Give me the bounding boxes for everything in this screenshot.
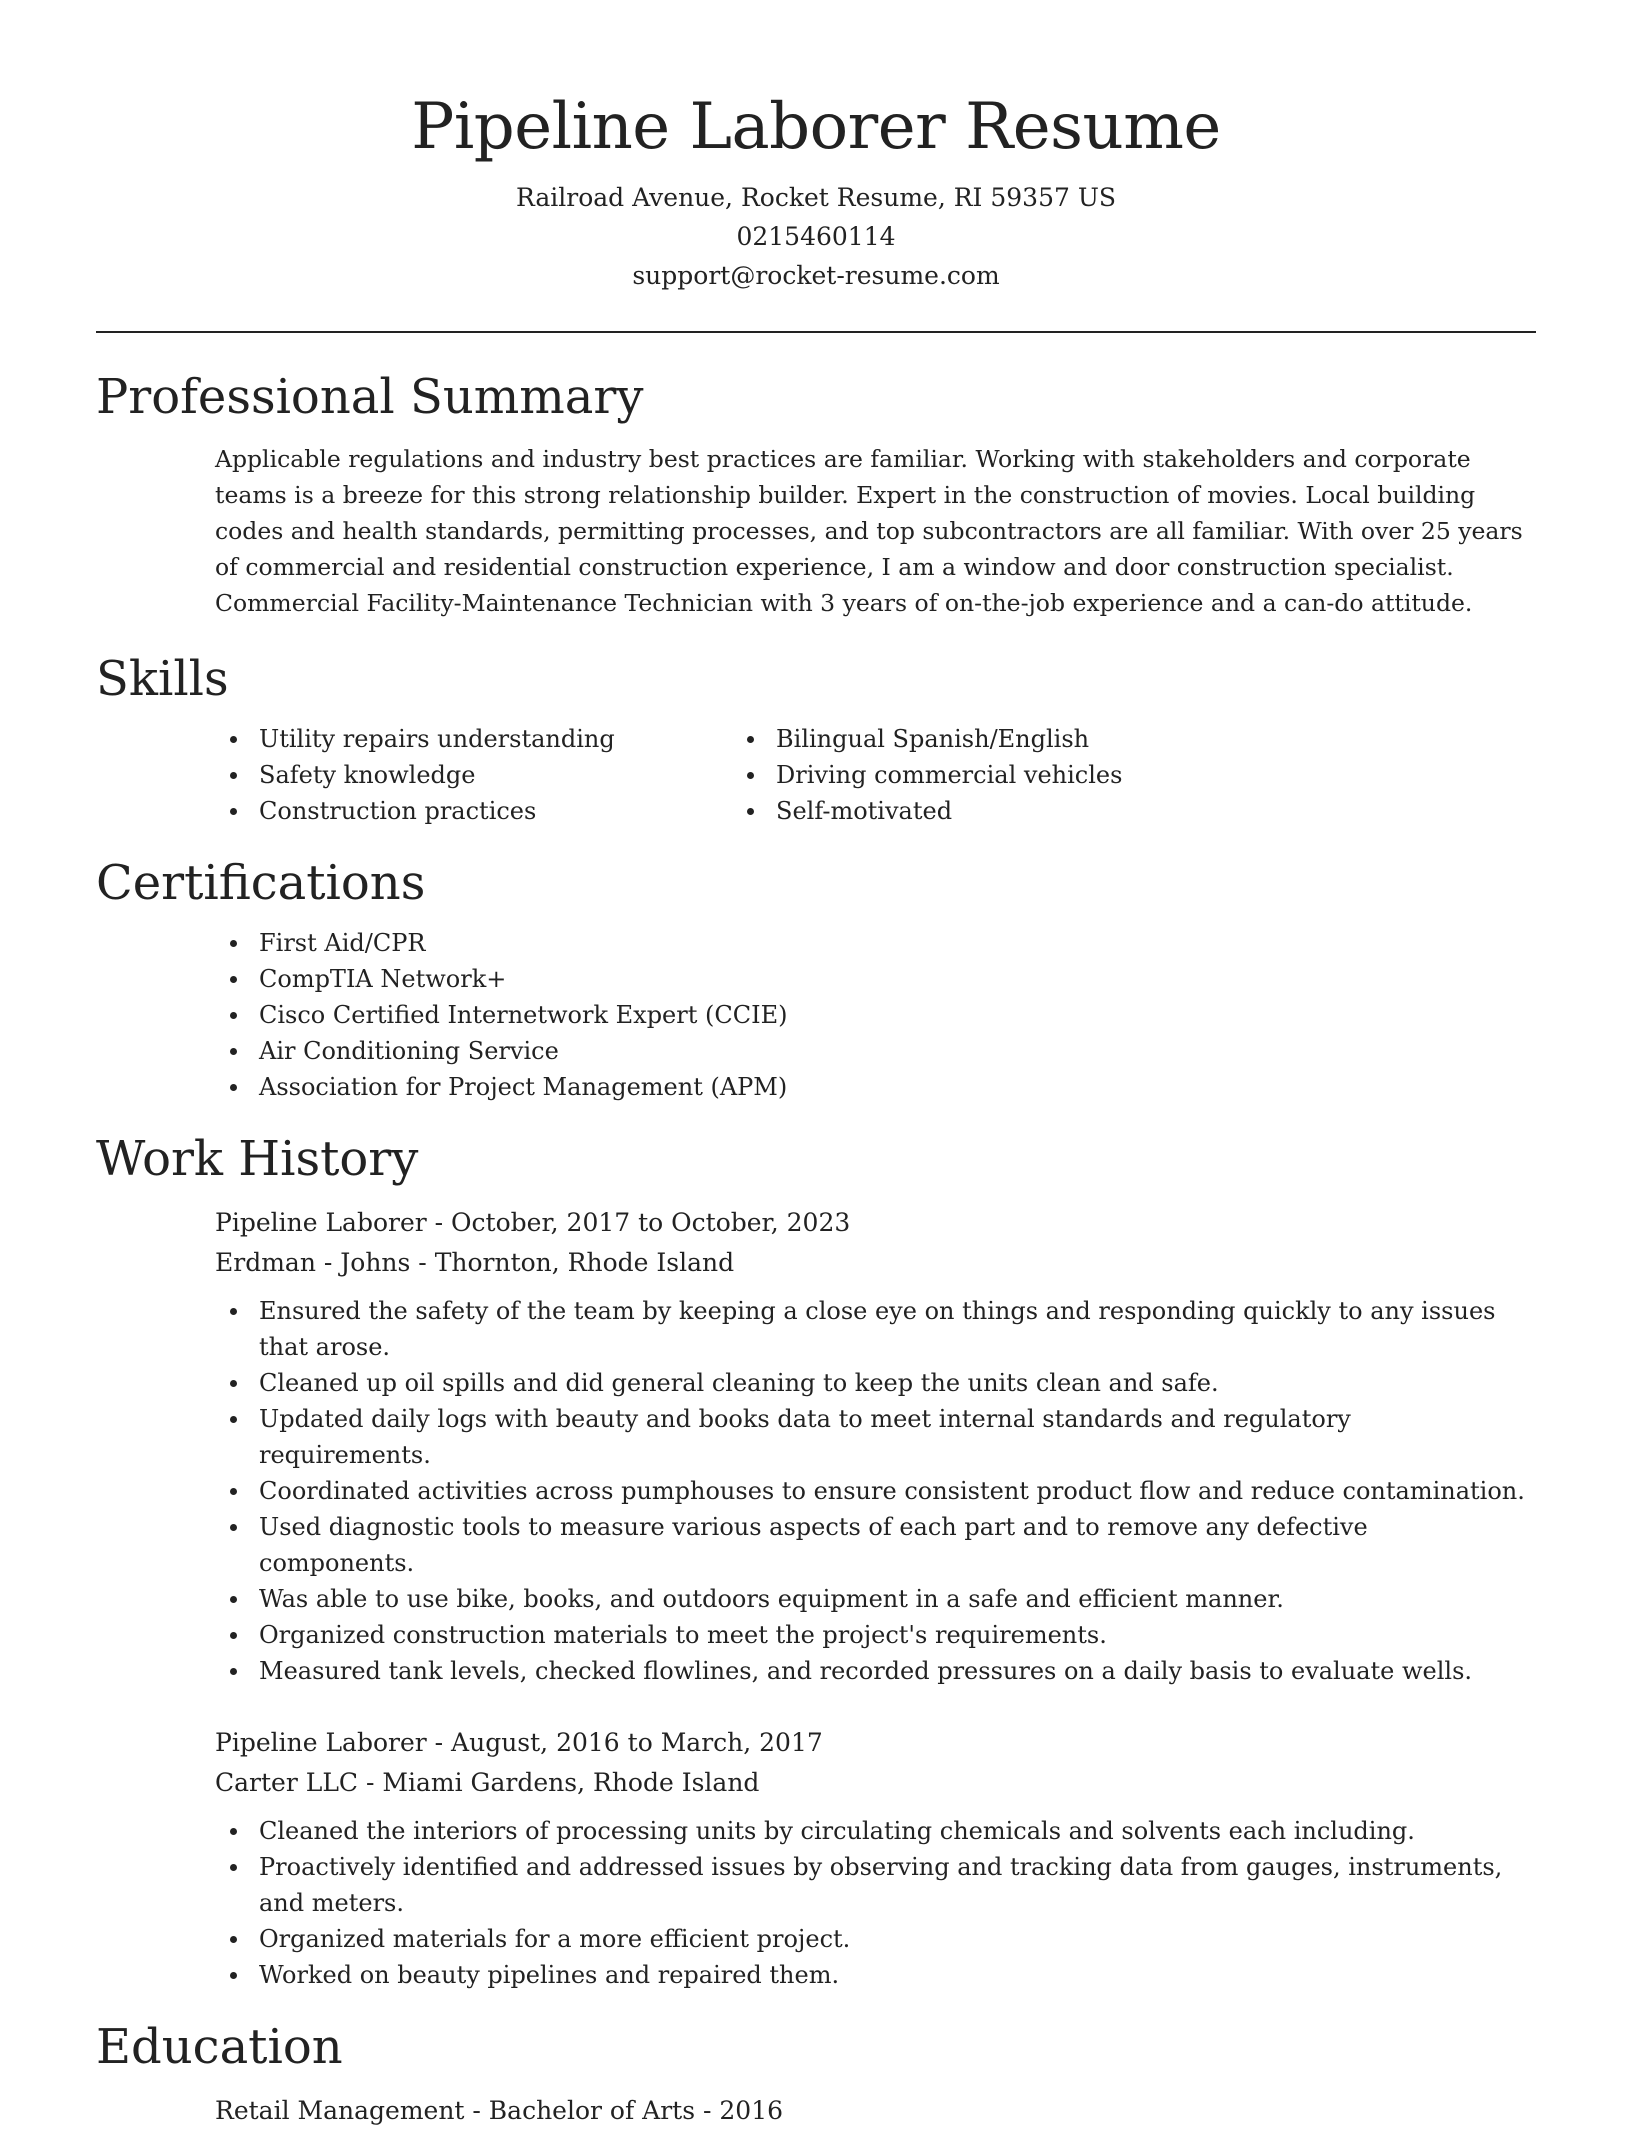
job-duty-item: Worked on beauty pipelines and repaired them. xyxy=(96,1957,1536,1993)
work-history-heading: Work History xyxy=(96,1131,419,1187)
skill-item: Bilingual Spanish/English xyxy=(746,721,1536,757)
skills-list-left xyxy=(96,721,746,829)
skills-grid xyxy=(96,721,1536,829)
skill-item: Construction practices xyxy=(96,793,746,829)
job-duty-item: Cleaned up oil spills and did general cleaning to keep the units clean and safe. xyxy=(96,1365,1536,1401)
job-duties-list xyxy=(96,1813,1536,1993)
skills-section xyxy=(96,649,1536,829)
skill-item: Driving commercial vehicles xyxy=(746,757,1536,793)
certifications-heading: Certifications xyxy=(96,855,426,911)
certification-item: First Aid/CPR xyxy=(96,925,1536,961)
certification-item: Association for Project Management (APM) xyxy=(96,1069,1536,1105)
skill-item: Safety knowledge xyxy=(96,757,746,793)
page-title: Pipeline Laborer Resume xyxy=(411,90,1221,164)
work-history-section xyxy=(96,1129,1536,1993)
job-duty-item: Coordinated activities across pumphouses to ensure consistent product flow and reduce contamination. xyxy=(96,1473,1536,1509)
contact-phone: 0215460114 xyxy=(736,222,896,251)
summary-text: Applicable regulations and industry best practices are familiar. Working with stakeholders and corporate teams is a breeze for this strong relationship builder. Expert in the construction of movies. Local building codes and health standards, permitting processes, and top subcontractors are all familiar. With over 25 years of commercial and residential construction experience, I am a window and door construction specialist. Commercial Facility-Maintenance Technician with 3 years of on-the-job experience and a can-do attitude. xyxy=(215,445,1523,617)
skill-item: Self-motivated xyxy=(746,793,1536,829)
certification-item: CompTIA Network+ xyxy=(96,961,1536,997)
certification-item: Cisco Certified Internetwork Expert (CCIE) xyxy=(96,997,1536,1033)
skill-item: Utility repairs understanding xyxy=(96,721,746,757)
summary-heading: Professional Summary xyxy=(96,369,644,425)
job-duty-item: Cleaned the interiors of processing units by circulating chemicals and solvents each including. xyxy=(96,1813,1536,1849)
resume-header xyxy=(96,0,1536,295)
job-title-line: Pipeline Laborer - August, 2016 to March, 2017 xyxy=(215,1728,823,1757)
certification-item: Air Conditioning Service xyxy=(96,1033,1536,1069)
education-heading: Education xyxy=(96,2019,343,2075)
job-duty-item: Updated daily logs with beauty and books data to meet internal standards and regulatory requirements. xyxy=(96,1401,1536,1473)
job-duty-item: Was able to use bike, books, and outdoors equipment in a safe and efficient manner. xyxy=(96,1581,1536,1617)
job-duty-item: Measured tank levels, checked flowlines, and recorded pressures on a daily basis to evaluate wells. xyxy=(96,1653,1536,1689)
job-duty-item: Organized materials for a more efficient project. xyxy=(96,1921,1536,1957)
job-entry xyxy=(96,1723,1536,1993)
job-company-line: Erdman - Johns - Thornton, Rhode Island xyxy=(215,1248,735,1277)
contact-address: Railroad Avenue, Rocket Resume, RI 59357 US xyxy=(515,183,1117,212)
job-company-line: Carter LLC - Miami Gardens, Rhode Island xyxy=(215,1768,760,1797)
certifications-section xyxy=(96,853,1536,1105)
header-divider xyxy=(96,331,1536,333)
job-duty-item: Ensured the safety of the team by keeping a close eye on things and responding quickly to any issues that arose. xyxy=(96,1293,1536,1365)
summary-section xyxy=(96,367,1536,621)
skills-heading: Skills xyxy=(96,651,229,707)
certifications-list xyxy=(96,925,1536,1105)
education-entry: Retail Management - Bachelor of Arts - 2016 xyxy=(215,2096,784,2125)
education-section xyxy=(96,2017,1536,2131)
skills-list-right xyxy=(746,721,1536,829)
job-duty-item: Proactively identified and addressed issues by observing and tracking data from gauges, instruments, and meters. xyxy=(96,1849,1536,1921)
job-title-line: Pipeline Laborer - October, 2017 to October, 2023 xyxy=(215,1208,851,1237)
job-duty-item: Organized construction materials to meet the project's requirements. xyxy=(96,1617,1536,1653)
contact-email: support@rocket-resume.com xyxy=(632,261,1000,290)
job-entry xyxy=(96,1203,1536,1689)
job-duties-list xyxy=(96,1293,1536,1689)
job-duty-item: Used diagnostic tools to measure various aspects of each part and to remove any defective components. xyxy=(96,1509,1536,1581)
contact-info xyxy=(96,178,1536,295)
